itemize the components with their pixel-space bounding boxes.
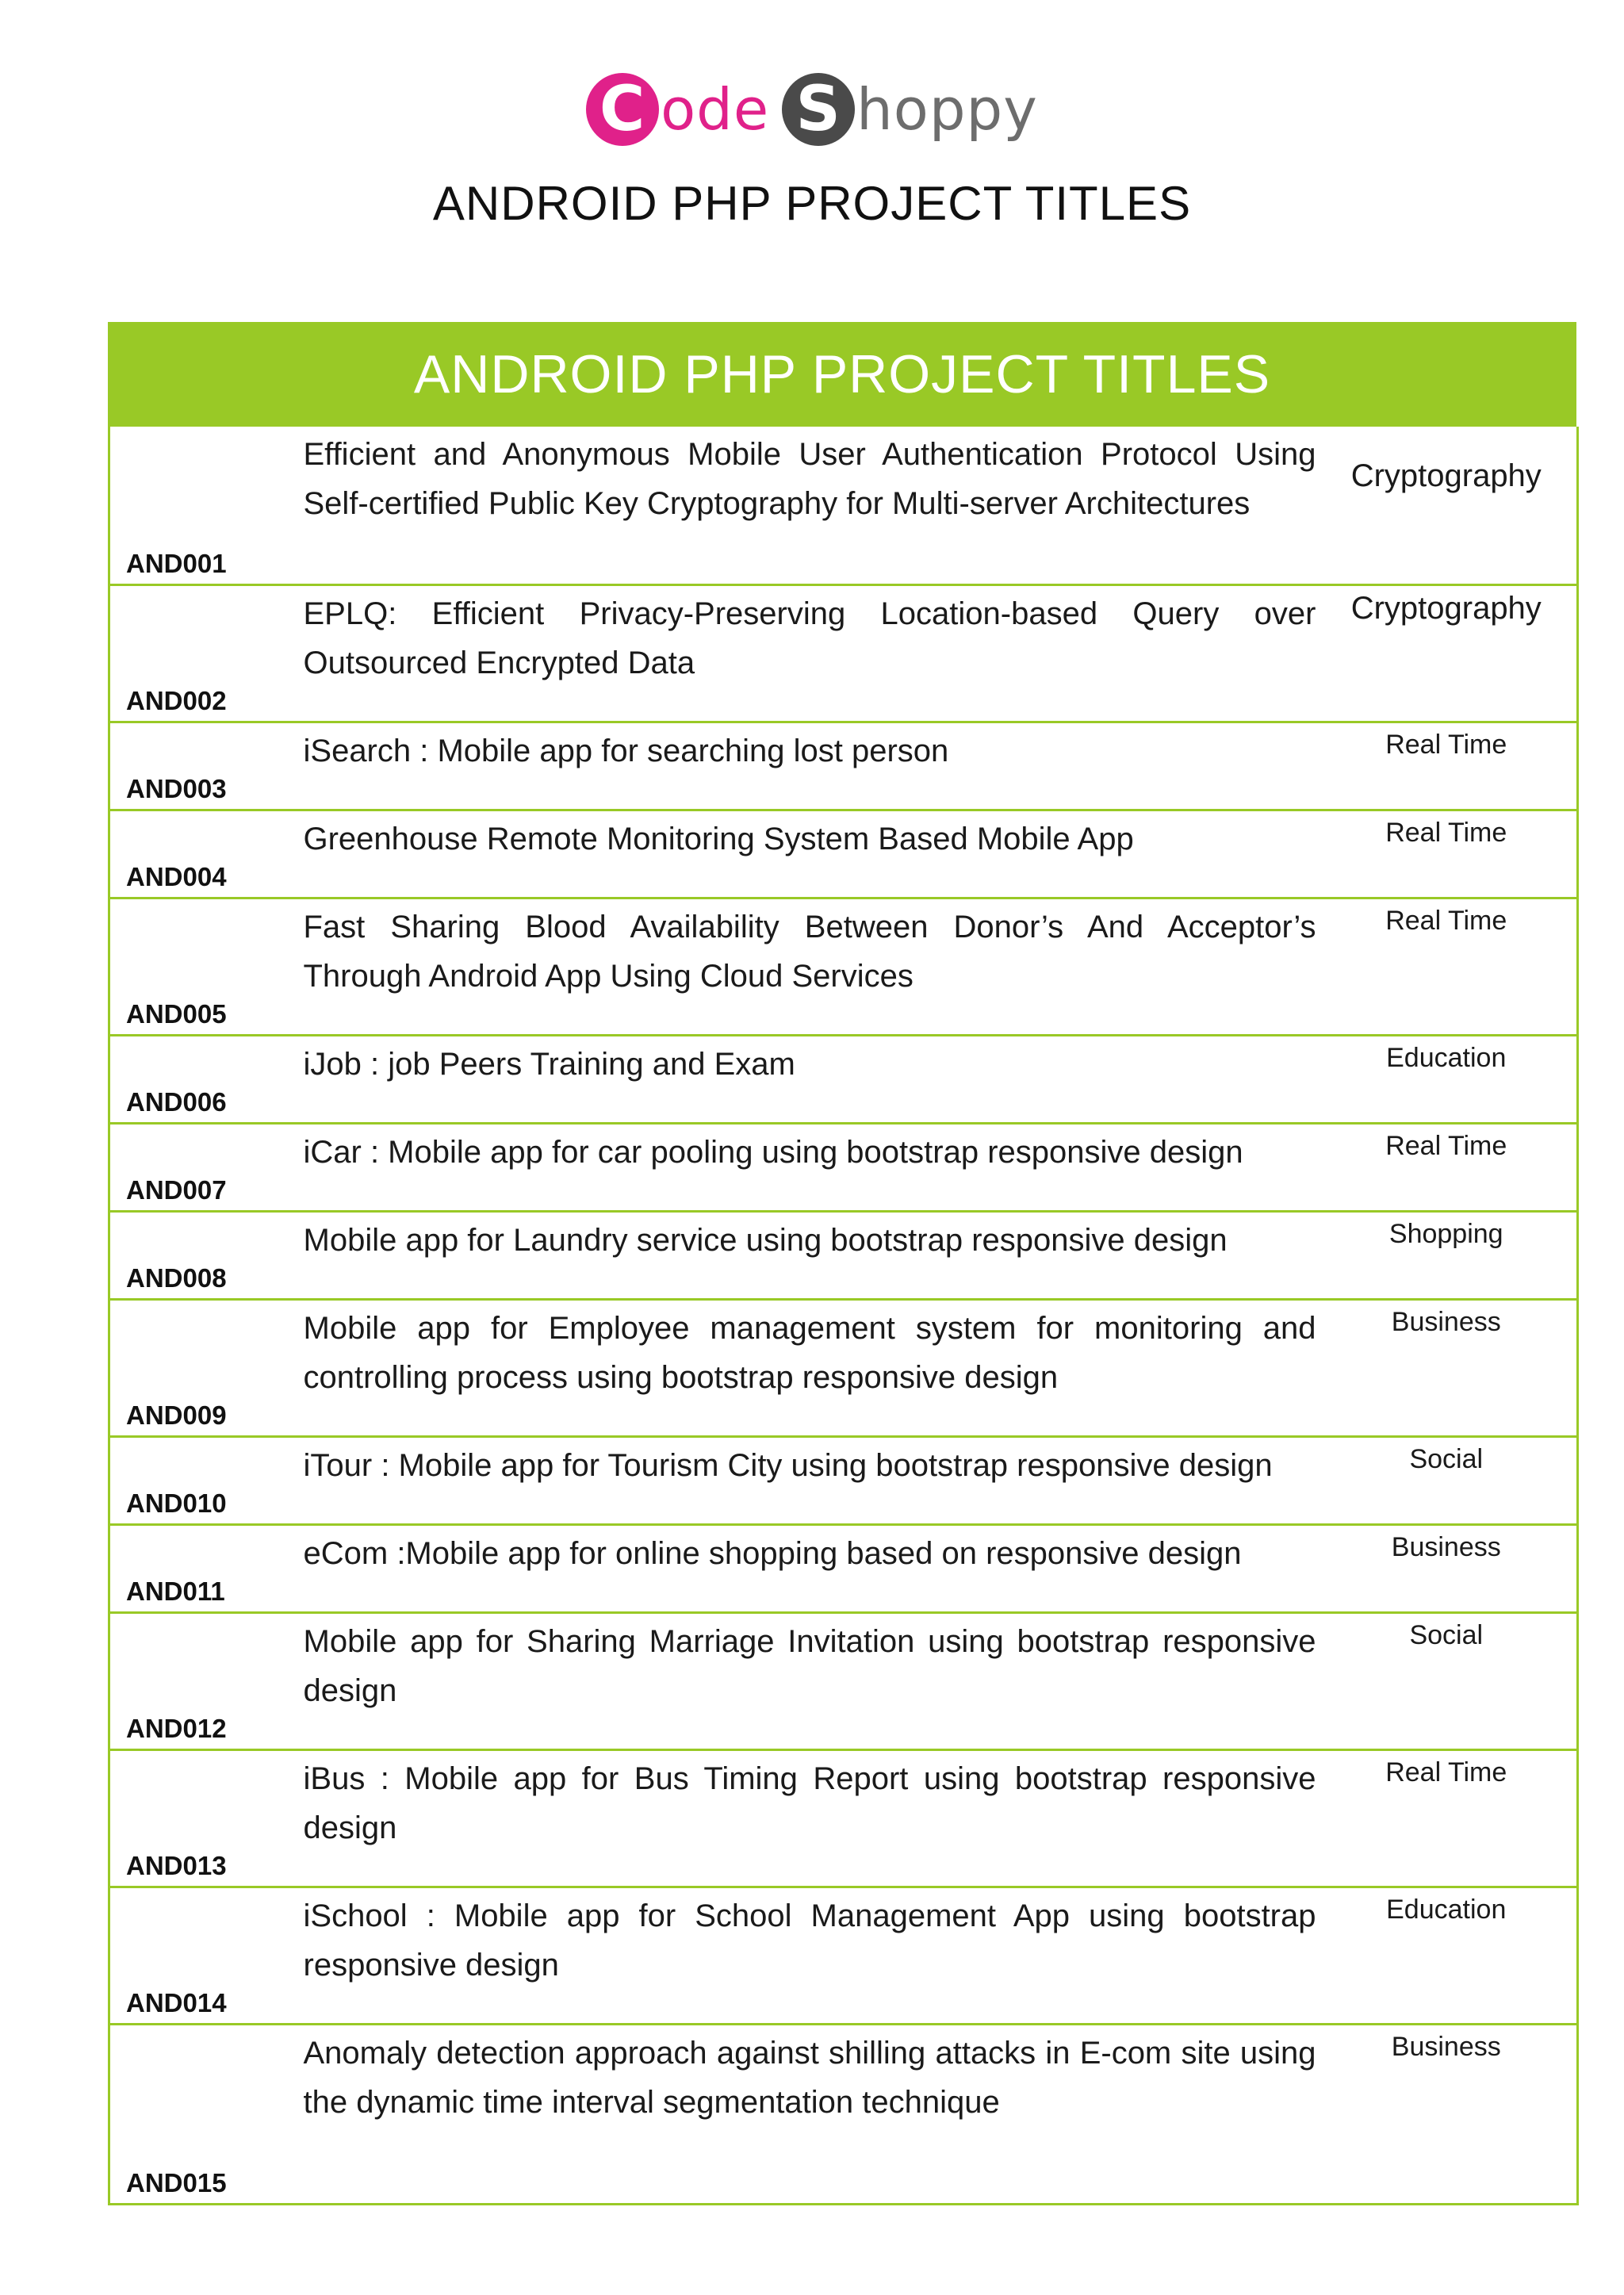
project-title: iSchool : Mobile app for School Management App using bootstrap responsive design	[304, 1887, 1316, 2025]
project-code: AND003	[109, 722, 304, 810]
project-code: AND007	[109, 1124, 304, 1212]
project-category: Real Time	[1316, 810, 1578, 898]
project-category: Real Time	[1316, 722, 1578, 810]
project-category: Cryptography	[1316, 427, 1578, 585]
table-row	[109, 1525, 1578, 1613]
project-title: Fast Sharing Blood Availability Between Donor’s And Acceptor’s Through Android App Using Cloud Services	[304, 898, 1316, 1036]
project-title: Mobile app for Laundry service using bootstrap responsive design	[304, 1212, 1316, 1300]
project-category: Real Time	[1316, 1750, 1578, 1887]
logo-word-code: ode	[661, 76, 770, 143]
project-category: Business	[1316, 2025, 1578, 2205]
table-row	[109, 898, 1578, 1036]
project-code: AND005	[109, 898, 304, 1036]
project-category: Social	[1316, 1613, 1578, 1750]
project-title: iCar : Mobile app for car pooling using bootstrap responsive design	[304, 1124, 1316, 1212]
project-category: Business	[1316, 1300, 1578, 1437]
table-row	[109, 427, 1578, 585]
table-row	[109, 1750, 1578, 1887]
project-code: AND006	[109, 1036, 304, 1124]
logo-word-shoppy: hoppy	[856, 76, 1038, 143]
project-title: EPLQ: Efficient Privacy-Preserving Location-based Query over Outsourced Encrypted Data	[304, 585, 1316, 722]
project-category: Real Time	[1316, 1124, 1578, 1212]
project-category: Education	[1316, 1036, 1578, 1124]
project-code: AND004	[109, 810, 304, 898]
project-code: AND010	[109, 1437, 304, 1525]
project-category: Social	[1316, 1437, 1578, 1525]
project-title: iJob : job Peers Training and Exam	[304, 1036, 1316, 1124]
project-title: Anomaly detection approach against shilling attacks in E-com site using the dynamic time interval segmentation technique	[304, 2025, 1316, 2205]
project-code: AND011	[109, 1525, 304, 1613]
table-row	[109, 722, 1578, 810]
project-title: iTour : Mobile app for Tourism City using bootstrap responsive design	[304, 1437, 1316, 1525]
project-code: AND014	[109, 1887, 304, 2025]
project-category: Education	[1316, 1887, 1578, 2025]
logo-c-circle: C	[586, 73, 659, 146]
project-title: iBus : Mobile app for Bus Timing Report using bootstrap responsive design	[304, 1750, 1316, 1887]
project-title: eCom :Mobile app for online shopping based on responsive design	[304, 1525, 1316, 1613]
table-row	[109, 585, 1578, 722]
table-row	[109, 1124, 1578, 1212]
project-category: Shopping	[1316, 1212, 1578, 1300]
project-category: Business	[1316, 1525, 1578, 1613]
table-row	[109, 1036, 1578, 1124]
table-row	[109, 1437, 1578, 1525]
logo-wordmark	[586, 73, 1038, 146]
project-title: Mobile app for Sharing Marriage Invitation using bootstrap responsive design	[304, 1613, 1316, 1750]
table-row	[109, 2025, 1578, 2205]
table-row	[109, 1300, 1578, 1437]
project-code: AND009	[109, 1300, 304, 1437]
codeshoppy-logo	[0, 62, 1624, 157]
project-title: Greenhouse Remote Monitoring System Based Mobile App	[304, 810, 1316, 898]
project-code: AND001	[109, 427, 304, 585]
project-code: AND015	[109, 2025, 304, 2205]
project-title: Efficient and Anonymous Mobile User Authentication Protocol Using Self-certified Public Key Cryptography for Multi-server Architectures	[304, 427, 1316, 585]
table-row	[109, 1212, 1578, 1300]
project-title: iSearch : Mobile app for searching lost person	[304, 722, 1316, 810]
table-row	[109, 810, 1578, 898]
project-code: AND013	[109, 1750, 304, 1887]
table-row	[109, 1887, 1578, 2025]
project-code: AND002	[109, 585, 304, 722]
table-row	[109, 1613, 1578, 1750]
document-title: ANDROID PHP PROJECT TITLES	[432, 177, 1192, 230]
project-table-body	[108, 427, 1579, 2205]
table-header: ANDROID PHP PROJECT TITLES	[108, 322, 1576, 427]
project-code: AND012	[109, 1613, 304, 1750]
project-code: AND008	[109, 1212, 304, 1300]
project-title: Mobile app for Employee management system for monitoring and controlling process using bootstrap responsive design	[304, 1300, 1316, 1437]
project-category: Real Time	[1316, 898, 1578, 1036]
project-category: Cryptography	[1316, 585, 1578, 722]
project-table	[108, 322, 1576, 2205]
logo-s-circle: S	[782, 73, 855, 146]
